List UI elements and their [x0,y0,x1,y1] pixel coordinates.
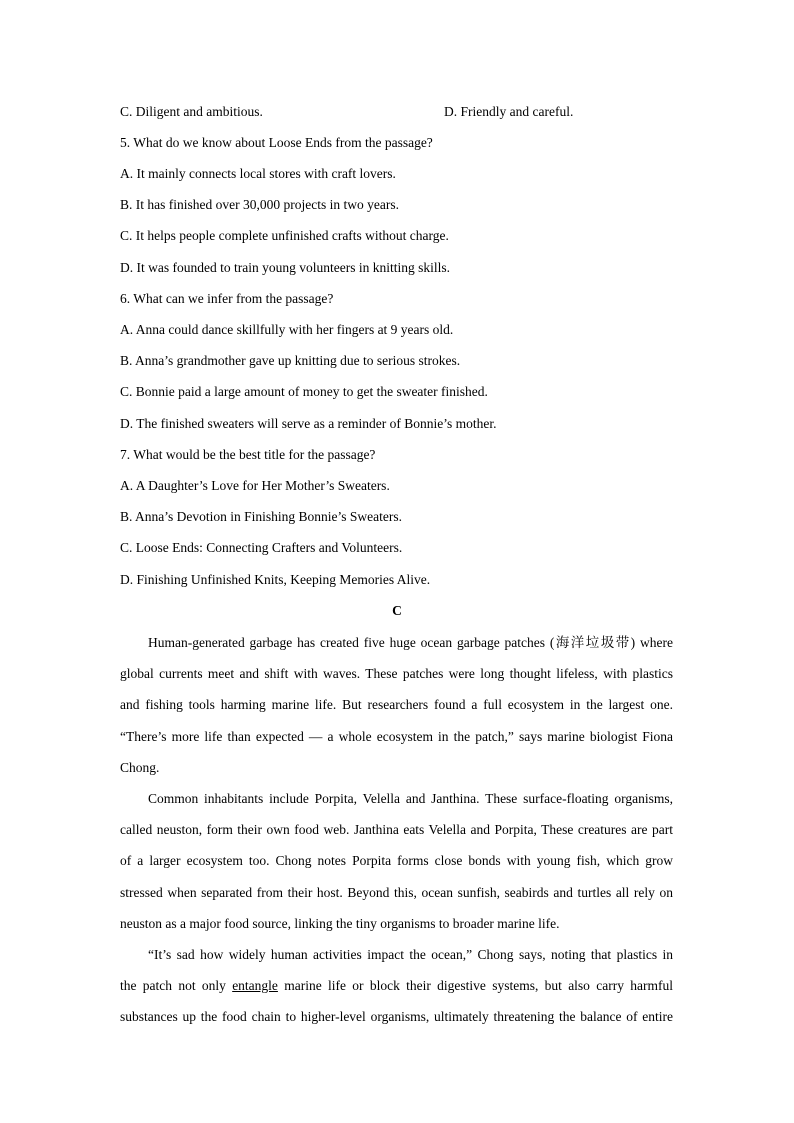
paragraph-line: and fishing tools harming marine life. But researchers found a full ecosystem in the largest one. [120,697,673,713]
q5-option-c: C. It helps people complete unfinished crafts without charge. [120,228,449,243]
passage-paragraph-1 [120,627,673,783]
q6-option-d: D. The finished sweaters will serve as a reminder of Bonnie’s mother. [120,416,497,431]
q7-option-c: C. Loose Ends: Connecting Crafters and Volunteers. [120,540,403,555]
q4-option-d: D. Friendly and careful. [444,104,574,119]
paragraph-line: stressed when separated from their host. Beyond this, ocean sunfish, seabirds and turtles all rely on [120,884,673,900]
paragraph-line: Common inhabitants include Porpita, Velella and Janthina. These surface-floating organisms, [148,791,673,806]
q5-option-d: D. It was founded to train young volunteers in knitting skills. [120,260,450,275]
text-segment: the patch not only [120,978,233,994]
q6-option-c: C. Bonnie paid a large amount of money to get the sweater finished. [120,384,488,399]
paragraph-line: neuston as a major food source, linking the tiny organisms to broader marine life. [120,915,560,931]
q7-option-b: B. Anna’s Devotion in Finishing Bonnie’s Sweaters. [120,509,402,524]
paragraph-line: of a larger ecosystem too. Chong notes Porpita forms close bonds with young fish, which grow [120,853,673,869]
paragraph-line: “There’s more life than expected — a whole ecosystem in the patch,” says marine biologist Fiona [120,728,673,744]
q5-option-a: A. It mainly connects local stores with craft lovers. [120,166,396,181]
underlined-word: entangle [232,978,278,994]
section-heading: C [392,603,402,618]
paragraph-line [120,970,673,1001]
q7-option-a: A. A Daughter’s Love for Her Mother’s Sweaters. [120,478,390,493]
q5-option-b: B. It has finished over 30,000 projects in two years. [120,197,399,212]
q6-option-a: A. Anna could dance skillfully with her fingers at 9 years old. [120,322,454,337]
q6-stem: 6. What can we infer from the passage? [120,291,334,306]
paragraph-line: called neuston, form their own food web. Janthina eats Velella and Porpita, These creatures are part [120,822,673,838]
paragraph-line: substances up the food chain to higher-level organisms, ultimately threatening the balance of entire [120,1009,673,1025]
q7-stem: 7. What would be the best title for the passage? [120,447,376,462]
paragraph-line: Human-generated garbage has created five huge ocean garbage patches (海洋垃圾带) where [148,635,673,650]
passage-paragraph-3 [120,939,673,1033]
q7-option-d: D. Finishing Unfinished Knits, Keeping Memories Alive. [120,572,431,587]
passage-paragraph-2 [120,783,673,939]
q5-stem: 5. What do we know about Loose Ends from the passage? [120,135,433,150]
text-segment: marine life or block their digestive systems, but also carry harmful [277,978,673,994]
q6-option-b: B. Anna’s grandmother gave up knitting due to serious strokes. [120,353,461,368]
paragraph-line: “It’s sad how widely human activities impact the ocean,” Chong says, noting that plastics in [148,947,673,962]
paragraph-line: global currents meet and shift with waves. These patches were long thought lifeless, with plastics [120,666,673,682]
paragraph-line: Chong. [120,759,160,775]
q4-option-c: C. Diligent and ambitious. [120,104,263,119]
